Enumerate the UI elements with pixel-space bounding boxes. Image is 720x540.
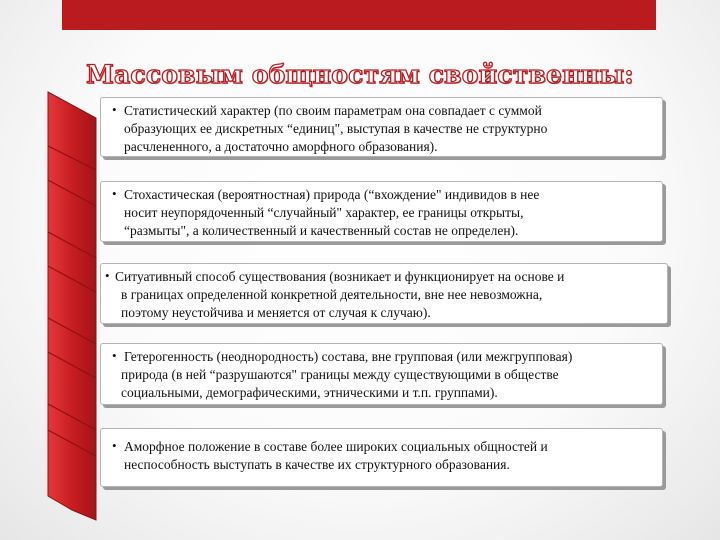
- item-5-line-2: неспособность выступать в качестве их структурного образования.: [124, 457, 510, 472]
- item-text-3: [115, 268, 564, 322]
- item-text-2: [124, 186, 539, 240]
- bullet-1: •: [112, 102, 117, 117]
- item-1-line-3: расчлененного, а достаточно аморфного образования).: [124, 139, 438, 154]
- item-text-1: [124, 102, 547, 156]
- item-text-5: [124, 438, 548, 474]
- bullet-5: •: [112, 438, 117, 453]
- item-2-line-1: Стохастическая (вероятностная) природа (“вхождение" индивидов в нее: [124, 187, 540, 202]
- item-2-line-3: “размыты", а количественный и качественный состав не определен).: [124, 223, 519, 238]
- item-4-line-3: социальными, демографическими, этническими и т.п. группами).: [121, 385, 498, 400]
- item-3-line-1: Ситуативный способ существования (возникает и функционирует на основе и: [115, 269, 565, 284]
- item-2-line-2: носит неупорядоченный “случайный" характер, ее границы открыты,: [124, 205, 524, 220]
- bullet-4: •: [112, 348, 117, 363]
- slide-title: Массовым общностям свойственны:: [86, 60, 634, 89]
- item-box-3: [100, 263, 668, 324]
- item-box-5: [100, 428, 663, 487]
- item-1-line-1: Статистический характер (по своим параметрам она совпадает с суммой: [124, 103, 542, 118]
- bullet-2: •: [112, 186, 117, 201]
- item-4-line-1: Гетерогенность (неоднородность) состава, вне групповая (или межгрупповая): [124, 349, 573, 364]
- item-1-line-2: образующих ее дискретных “единиц", выступая в качестве не структурно: [124, 121, 548, 136]
- item-3-line-3: поэтому неустойчива и меняется от случая к случаю).: [121, 305, 431, 320]
- item-text-4: [121, 348, 573, 402]
- bullet-3: •: [105, 268, 110, 283]
- item-4-line-2: природа (в ней “разрушаются" границы между существующими в обществе: [121, 367, 559, 382]
- item-3-line-2: в границах определенной конкретной деятельности, вне нее невозможна,: [121, 287, 543, 302]
- item-5-line-1: Аморфное положение в составе более широких социальных общностей и: [124, 439, 548, 454]
- item-box-1: [100, 97, 663, 157]
- item-box-4: [100, 343, 663, 405]
- item-box-2: [100, 181, 663, 242]
